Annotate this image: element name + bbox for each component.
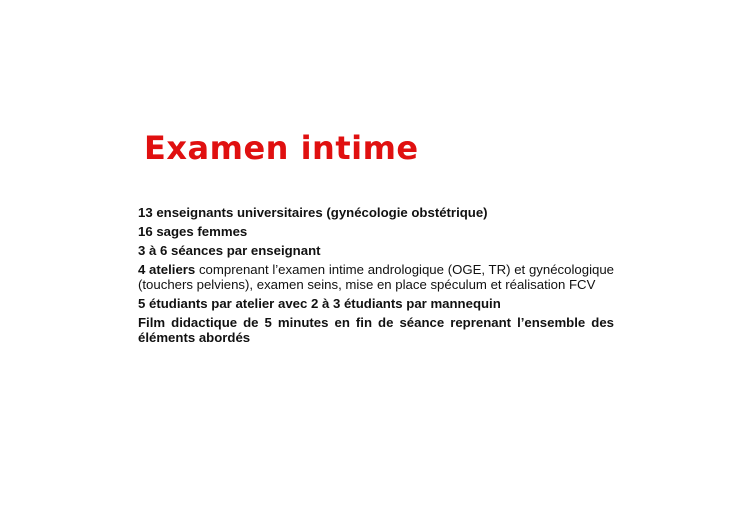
list-item-workshops [138, 262, 614, 292]
list-item-film: Film didactique de 5 minutes en fin de séance reprenant l’ensemble des éléments abordés [138, 315, 614, 345]
list-item-sessions: 3 à 6 séances par enseignant [138, 243, 321, 258]
slide-content [138, 205, 614, 349]
list-item-midwives: 16 sages femmes [138, 224, 248, 239]
list-item-students: 5 étudiants par atelier avec 2 à 3 étudiants par mannequin [138, 296, 501, 311]
slide-title: Examen intime [144, 129, 419, 167]
workshops-description: comprenant l’examen intime andrologique (OGE, TR) et gynécologique (touchers pelviens), examen seins, mise en place spéculum et réalisation FCV [138, 262, 614, 292]
workshops-lead: 4 ateliers [138, 262, 196, 277]
list-item-teachers: 13 enseignants universitaires (gynécologie obstétrique) [138, 205, 488, 220]
